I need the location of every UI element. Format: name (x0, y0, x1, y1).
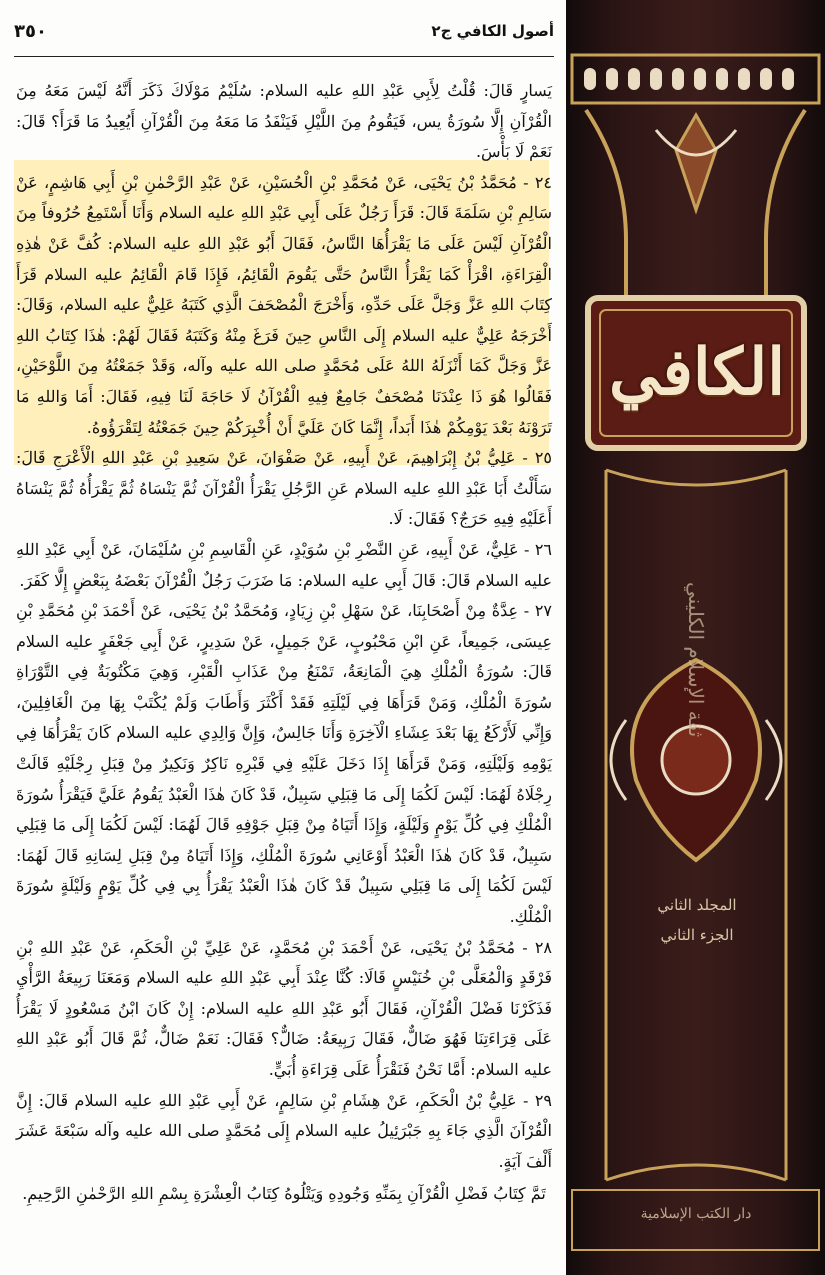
page-header (14, 14, 554, 48)
chapter-closing: تَمَّ كِتَابُ فَضْلِ الْقُرْآنِ بِمَنِّهِ وَجُودِهِ وَيَتْلُوهُ كِتَابُ الْعِشْرَةِ بِسْمِ اللهِ الرَّحْمٰنِ الرَّحِيمِ. (22, 1184, 546, 1204)
spine-publisher: دار الكتب الإسلامية (640, 1206, 752, 1222)
running-title: أصول الكافي ج٢ (431, 22, 554, 40)
header-rule (14, 56, 554, 57)
hadith-paragraph: ٢٩ - عَلِيُّ بْنُ الْحَكَمِ، عَنْ هِشَامِ بْنِ سَالِمٍ، عَنْ أَبِي عَبْدِ اللهِ عليه السلام قَالَ: إِنَّ الْقُرْآنَ الَّذِي جَاءَ بِهِ جَبْرَئِيلُ عليه السلام إِلَى مُحَمَّدٍ صلى الله عليه وآله سَبْعَةَ عَشَرَ أَلْفَ آيَةٍ. (16, 1090, 552, 1171)
hadith-paragraph: ٢٧ - عِدَّةٌ مِنْ أَصْحَابِنَا، عَنْ سَهْلِ بْنِ زِيَادٍ، وَمُحَمَّدُ بْنُ يَحْيَى، عَنْ أَحْمَدَ بْنِ مُحَمَّدِ بْنِ عِيسَى، جَمِيعاً، عَنِ ابْنِ مَحْبُوبٍ، عَنْ جَمِيلٍ، عَنْ سَدِيرٍ، عَنْ أَبِي جَعْفَرٍ عليه السلام قَالَ: سُورَةُ الْمُلْكِ هِيَ الْمَانِعَةُ، تَمْنَعُ مِنْ عَذَابِ الْقَبْرِ، وَهِيَ مَكْتُوبَةٌ فِي التَّوْرَاةِ سُورَةَ الْمُلْكِ، وَمَنْ قَرَأَهَا فِي لَيْلَتِهِ فَقَدْ أَكْثَرَ وَأَطَابَ وَلَمْ يُكْتَبْ بِهَا مِنَ الْغَافِلِينَ، وَإِنِّي لَأَرْكَعُ بِهَا بَعْدَ عِشَاءِ الْآخِرَةِ وَأَنَا جَالِسٌ، وَإِنَّ وَالِدِي عليه السلام كَانَ يَقْرَأُهَا فِي يَوْمِهِ وَلَيْلَتِهِ، وَمَنْ قَرَأَهَا إِذَا دَخَلَ عَلَيْهِ فِي قَبْرِهِ نَاكِرٌ وَنَكِيرٌ مِنْ قِبَلِ رِجْلَيْهِ قَالَتْ رِجْلَاهُ لَهُمَا: لَيْسَ لَكُمَا إِلَى مَا قِبَلِي سَبِيلٌ، قَدْ كَانَ هٰذَا الْعَبْدُ يَقُومُ عَلَيَّ فَيَقْرَأُ سُورَةَ الْمُلْكِ فِي كُلِّ يَوْمٍ وَلَيْلَةٍ، وَإِذَا أَتَيَاهُ مِنْ قِبَلِ جَوْفِهِ قَالَ لَهُمَا: لَيْسَ لَكُمَا إِلَى مَا قِبَلِي سَبِيلٌ، قَدْ كَانَ هٰذَا الْعَبْدُ أَوْعَانِي سُورَةَ الْمُلْكِ، وَإِذَا أَتَيَاهُ مِنْ قِبَلِ لِسَانِهِ قَالَ لَهُمَا: لَيْسَ لَكُمَا إِلَى مَا قِبَلِي سَبِيلٌ قَدْ كَانَ هٰذَا الْعَبْدُ يَقْرَأُ بِي فِي كُلِّ يَوْمٍ وَلَيْلَةٍ سُورَةَ الْمُلْكِ. (16, 601, 553, 927)
book-spine (566, 0, 825, 1275)
spine-volume-line: الجزء الثاني (660, 926, 734, 944)
page-number: ٣٥٠ (14, 20, 47, 42)
spine-author: ثقة الإسلام الكليني (684, 582, 708, 738)
hadith-paragraph: يَسارٍ قَالَ: قُلْتُ لِأَبِي عَبْدِ اللهِ عليه السلام: سُلَيْمُ مَوْلَاكَ ذَكَرَ أَنَّهُ لَيْسَ مَعَهُ مِنَ الْقُرْآنِ إِلَّا سُورَةُ يس، فَيَقُومُ مِنَ اللَّيْلِ فَيَنْفَدُ مَا مَعَهُ مِنَ الْقُرْآنِ أَيُعِيدُ مَا قَرَأَ؟ قَالَ: نَعَمْ لَا بَأْسَ. (16, 81, 552, 162)
hadith-paragraph: ٢٨ - مُحَمَّدُ بْنُ يَحْيَى، عَنْ أَحْمَدَ بْنِ مُحَمَّدٍ، عَنْ عَلِيِّ بْنِ الْحَكَمِ، عَنْ عَبْدِ اللهِ بْنِ فَرْقَدٍ وَالْمُعَلَّى بْنِ خُنَيْسٍ قَالَا: كُنَّا عِنْدَ أَبِي عَبْدِ اللهِ عليه السلام وَمَعَنَا رَبِيعَةُ الرَّأْيِ فَذَكَرْنَا فَضْلَ الْقُرْآنِ، فَقَالَ أَبُو عَبْدِ اللهِ عليه السلام: إِنْ كَانَ ابْنُ مَسْعُودٍ لَا يَقْرَأُ عَلَى قِرَاءَتِنَا فَهُوَ ضَالٌّ، فَقَالَ رَبِيعَةُ: ضَالٌّ؟ فَقَالَ: نَعَمْ ضَالٌّ، ثُمَّ قَالَ أَبُو عَبْدِ اللهِ عليه السلام: أَمَّا نَحْنُ فَنَقْرَأُ عَلَى قِرَاءَةِ أُبَيٍّ. (16, 937, 552, 1079)
hadith-paragraph: ٢٦ - عَلِيٌّ، عَنْ أَبِيهِ، عَنِ النَّضْرِ بْنِ سُوَيْدٍ، عَنِ الْقَاسِمِ بْنِ سُلَيْمَانَ، عَنْ أَبِي عَبْدِ اللهِ عليه السلام قَالَ: قَالَ أَبِي عليه السلام: مَا ضَرَبَ رَجُلٌ الْقُرْآنَ بَعْضَهُ بِبَعْضٍ إِلَّا كَفَرَ. (16, 539, 552, 590)
spine-volume-line: المجلد الثاني (657, 896, 737, 914)
hadith-paragraph: ٢٥ - عَلِيُّ بْنُ إِبْرَاهِيمَ، عَنْ أَبِيهِ، عَنْ صَفْوَانَ، عَنْ سَعِيدِ بْنِ عَبْدِ اللهِ الْأَعْرَجِ قَالَ: سَأَلْتُ أَبَا عَبْدِ اللهِ عليه السلام عَنِ الرَّجُلِ يَقْرَأُ الْقُرْآنَ ثُمَّ يَنْسَاهُ ثُمَّ يَقْرَأُهُ ثُمَّ يَنْسَاهُ أَعَلَيْهِ فِيهِ حَرَجٌ؟ فَقَالَ: لَا. (16, 448, 553, 529)
hadith-paragraph-highlighted: ٢٤ - مُحَمَّدُ بْنُ يَحْيَى، عَنْ مُحَمَّدِ بْنِ الْحُسَيْنِ، عَنْ عَبْدِ الرَّحْمٰنِ بْنِ أَبِي هَاشِمٍ، عَنْ سَالِمِ بْنِ سَلَمَةَ قَالَ: قَرَأَ رَجُلٌ عَلَى أَبِي عَبْدِ اللهِ عليه السلام وَأَنَا أَسْتَمِعُ حُرُوفاً مِنَ الْقُرْآنِ لَيْسَ عَلَى مَا يَقْرَأُهَا النَّاسُ، فَقَالَ أَبُو عَبْدِ اللهِ عليه السلام: كُفَّ عَنْ هٰذِهِ الْقِرَاءَةِ، اقْرَأْ كَمَا يَقْرَأُ النَّاسُ حَتَّى يَقُومَ الْقَائِمُ، فَإِذَا قَامَ الْقَائِمُ عليه السلام قَرَأَ كِتَابَ اللهِ عَزَّ وَجَلَّ عَلَى حَدِّهِ، وَأَخْرَجَ الْمُصْحَفَ الَّذِي كَتَبَهُ عَلِيٌّ عليه السلام، وَقَالَ: أَخْرَجَهُ عَلِيٌّ عليه السلام إِلَى النَّاسِ حِينَ فَرَغَ مِنْهُ وَكَتَبَهُ فَقَالَ لَهُمْ: هٰذَا كِتَابُ اللهِ عَزَّ وَجَلَّ كَمَا أَنْزَلَهُ اللهُ عَلَى مُحَمَّدٍ صلى الله عليه وآله، وَقَدْ جَمَعْتُهُ مِنَ اللَّوْحَيْنِ، فَقَالُوا هُوَ ذَا عِنْدَنَا مُصْحَفٌ جَامِعٌ فِيهِ الْقُرْآنُ لَا حَاجَةَ لَنَا فِيهِ، فَقَالَ: أَمَا وَاللهِ مَا تَرَوْنَهُ بَعْدَ يَوْمِكُمْ هٰذَا أَبَداً، إِنَّمَا كَانَ عَلَيَّ أَنْ أُخْبِرَكُمْ حِينَ جَمَعْتُهُ لِتَقْرَؤُوهُ. (16, 172, 553, 437)
spine-volume-label (632, 845, 762, 995)
spine-title: الكافي (608, 334, 786, 410)
page-body (16, 76, 552, 1210)
